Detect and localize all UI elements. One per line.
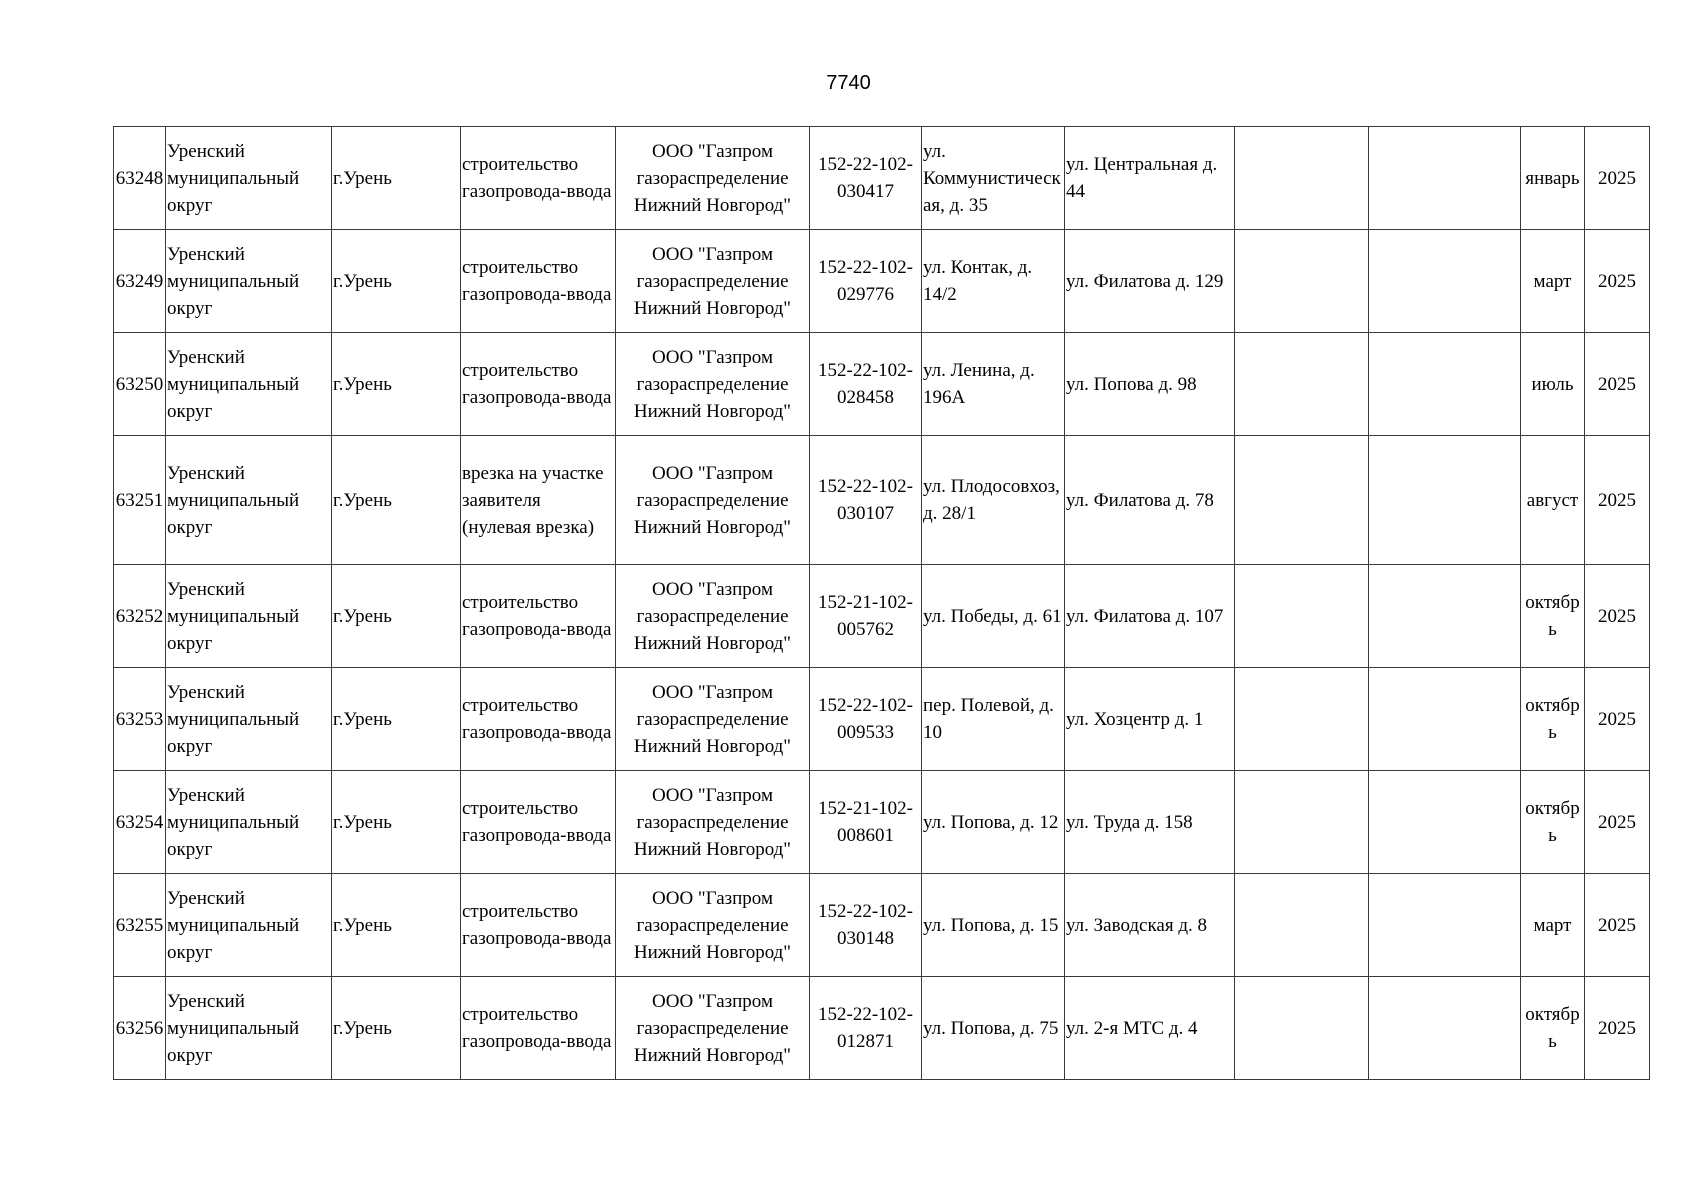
- year-cell: 2025: [1585, 771, 1650, 874]
- empty-cell: [1369, 333, 1521, 436]
- district-cell: Уренский муниципальный округ: [166, 127, 332, 230]
- district-cell: Уренский муниципальный округ: [166, 668, 332, 771]
- month-cell: март: [1521, 874, 1585, 977]
- city-cell: г.Урень: [332, 436, 461, 565]
- object-address-cell: пер. Полевой, д. 10: [922, 668, 1065, 771]
- object-address-cell: ул. Победы, д. 61: [922, 565, 1065, 668]
- object-address-cell: ул. Попова, д. 15: [922, 874, 1065, 977]
- work-type-cell: строительство газопровода-ввода: [461, 565, 616, 668]
- register-table: [113, 126, 1650, 1080]
- empty-cell: [1235, 771, 1369, 874]
- city-cell: г.Урень: [332, 127, 461, 230]
- empty-cell: [1369, 668, 1521, 771]
- district-cell: Уренский муниципальный округ: [166, 565, 332, 668]
- district-cell: Уренский муниципальный округ: [166, 977, 332, 1080]
- year-cell: 2025: [1585, 874, 1650, 977]
- request-code-cell: 152-22-102-029776: [810, 230, 922, 333]
- table-row: [114, 230, 1650, 333]
- object-address-cell: ул. Попова, д. 12: [922, 771, 1065, 874]
- month-cell: октябрь: [1521, 668, 1585, 771]
- empty-cell: [1369, 771, 1521, 874]
- district-cell: Уренский муниципальный округ: [166, 333, 332, 436]
- city-cell: г.Урень: [332, 874, 461, 977]
- month-cell: август: [1521, 436, 1585, 565]
- year-cell: 2025: [1585, 668, 1650, 771]
- row-number-cell: 63253: [114, 668, 166, 771]
- empty-cell: [1369, 230, 1521, 333]
- work-type-cell: строительство газопровода-ввода: [461, 771, 616, 874]
- empty-cell: [1369, 127, 1521, 230]
- table-row: [114, 668, 1650, 771]
- object-address-cell: ул. Плодосовхоз, д. 28/1: [922, 436, 1065, 565]
- work-type-cell: строительство газопровода-ввода: [461, 874, 616, 977]
- row-number-cell: 63255: [114, 874, 166, 977]
- request-code-cell: 152-22-102-028458: [810, 333, 922, 436]
- city-cell: г.Урень: [332, 565, 461, 668]
- row-number-cell: 63250: [114, 333, 166, 436]
- row-number-cell: 63251: [114, 436, 166, 565]
- empty-cell: [1235, 977, 1369, 1080]
- month-cell: январь: [1521, 127, 1585, 230]
- district-cell: Уренский муниципальный округ: [166, 436, 332, 565]
- row-number-cell: 63249: [114, 230, 166, 333]
- request-code-cell: 152-21-102-008601: [810, 771, 922, 874]
- empty-cell: [1369, 565, 1521, 668]
- work-type-cell: строительство газопровода-ввода: [461, 977, 616, 1080]
- object-address-cell: ул. Контак, д. 14/2: [922, 230, 1065, 333]
- organization-cell: ООО "Газпром газораспределение Нижний Новгород": [616, 333, 810, 436]
- month-cell: октябрь: [1521, 771, 1585, 874]
- year-cell: 2025: [1585, 977, 1650, 1080]
- connection-address-cell: ул. Заводская д. 8: [1065, 874, 1235, 977]
- request-code-cell: 152-22-102-009533: [810, 668, 922, 771]
- table-row: [114, 565, 1650, 668]
- connection-address-cell: ул. Филатова д. 78: [1065, 436, 1235, 565]
- city-cell: г.Урень: [332, 668, 461, 771]
- work-type-cell: строительство газопровода-ввода: [461, 668, 616, 771]
- district-cell: Уренский муниципальный округ: [166, 874, 332, 977]
- row-number-cell: 63254: [114, 771, 166, 874]
- row-number-cell: 63248: [114, 127, 166, 230]
- empty-cell: [1369, 874, 1521, 977]
- organization-cell: ООО "Газпром газораспределение Нижний Новгород": [616, 436, 810, 565]
- year-cell: 2025: [1585, 127, 1650, 230]
- empty-cell: [1235, 333, 1369, 436]
- work-type-cell: строительство газопровода-ввода: [461, 127, 616, 230]
- empty-cell: [1235, 127, 1369, 230]
- work-type-cell: врезка на участке заявителя (нулевая врезка): [461, 436, 616, 565]
- request-code-cell: 152-22-102-012871: [810, 977, 922, 1080]
- table-row: [114, 977, 1650, 1080]
- table-row: [114, 771, 1650, 874]
- organization-cell: ООО "Газпром газораспределение Нижний Новгород": [616, 668, 810, 771]
- city-cell: г.Урень: [332, 771, 461, 874]
- city-cell: г.Урень: [332, 977, 461, 1080]
- register-rows: [114, 127, 1650, 1080]
- empty-cell: [1235, 565, 1369, 668]
- object-address-cell: ул. Коммунистическая, д. 35: [922, 127, 1065, 230]
- empty-cell: [1369, 436, 1521, 565]
- organization-cell: ООО "Газпром газораспределение Нижний Новгород": [616, 127, 810, 230]
- organization-cell: ООО "Газпром газораспределение Нижний Новгород": [616, 874, 810, 977]
- row-number-cell: 63256: [114, 977, 166, 1080]
- empty-cell: [1369, 977, 1521, 1080]
- object-address-cell: ул. Попова, д. 75: [922, 977, 1065, 1080]
- organization-cell: ООО "Газпром газораспределение Нижний Новгород": [616, 230, 810, 333]
- month-cell: март: [1521, 230, 1585, 333]
- connection-address-cell: ул. Труда д. 158: [1065, 771, 1235, 874]
- request-code-cell: 152-21-102-005762: [810, 565, 922, 668]
- request-code-cell: 152-22-102-030107: [810, 436, 922, 565]
- table-row: [114, 874, 1650, 977]
- empty-cell: [1235, 230, 1369, 333]
- connection-address-cell: ул. Центральная д. 44: [1065, 127, 1235, 230]
- request-code-cell: 152-22-102-030148: [810, 874, 922, 977]
- organization-cell: ООО "Газпром газораспределение Нижний Новгород": [616, 771, 810, 874]
- object-address-cell: ул. Ленина, д. 196А: [922, 333, 1065, 436]
- work-type-cell: строительство газопровода-ввода: [461, 230, 616, 333]
- month-cell: июль: [1521, 333, 1585, 436]
- district-cell: Уренский муниципальный округ: [166, 230, 332, 333]
- year-cell: 2025: [1585, 436, 1650, 565]
- table-row: [114, 127, 1650, 230]
- empty-cell: [1235, 874, 1369, 977]
- empty-cell: [1235, 436, 1369, 565]
- connection-address-cell: ул. Филатова д. 129: [1065, 230, 1235, 333]
- connection-address-cell: ул. 2-я МТС д. 4: [1065, 977, 1235, 1080]
- month-cell: октябрь: [1521, 977, 1585, 1080]
- empty-cell: [1235, 668, 1369, 771]
- month-cell: октябрь: [1521, 565, 1585, 668]
- organization-cell: ООО "Газпром газораспределение Нижний Новгород": [616, 977, 810, 1080]
- page-number: 7740: [826, 72, 871, 94]
- year-cell: 2025: [1585, 565, 1650, 668]
- city-cell: г.Урень: [332, 333, 461, 436]
- year-cell: 2025: [1585, 333, 1650, 436]
- request-code-cell: 152-22-102-030417: [810, 127, 922, 230]
- table-row: [114, 436, 1650, 565]
- connection-address-cell: ул. Филатова д. 107: [1065, 565, 1235, 668]
- connection-address-cell: ул. Попова д. 98: [1065, 333, 1235, 436]
- row-number-cell: 63252: [114, 565, 166, 668]
- organization-cell: ООО "Газпром газораспределение Нижний Новгород": [616, 565, 810, 668]
- table-row: [114, 333, 1650, 436]
- city-cell: г.Урень: [332, 230, 461, 333]
- connection-address-cell: ул. Хозцентр д. 1: [1065, 668, 1235, 771]
- year-cell: 2025: [1585, 230, 1650, 333]
- district-cell: Уренский муниципальный округ: [166, 771, 332, 874]
- work-type-cell: строительство газопровода-ввода: [461, 333, 616, 436]
